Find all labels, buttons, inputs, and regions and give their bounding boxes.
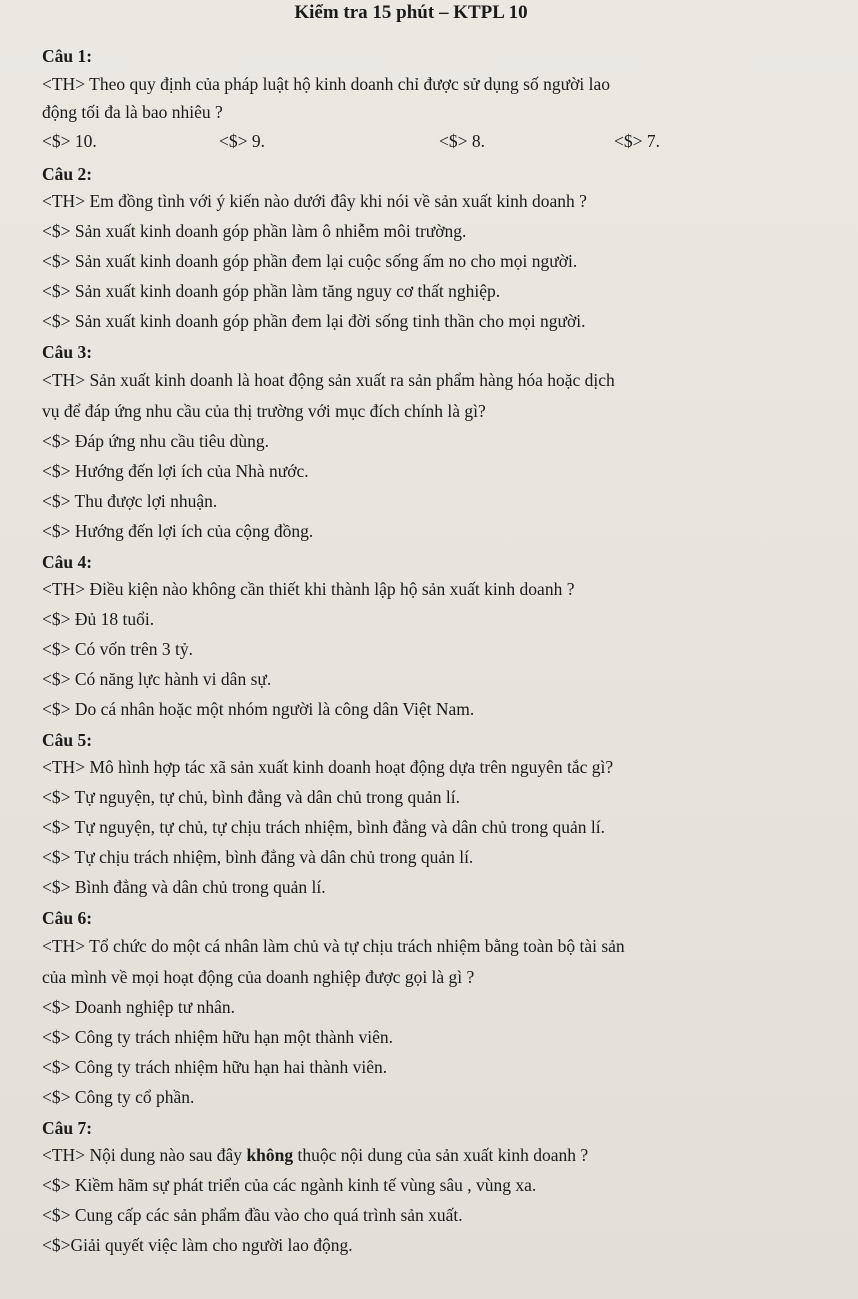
option: <$> Do cá nhân hoặc một nhóm người là công dân Việt Nam. (42, 699, 475, 719)
option: <$> Tự nguyện, tự chủ, tự chịu trách nhiệm, bình đẳng và dân chủ trong quản lí. (42, 817, 606, 837)
option: <$> 8. (439, 131, 485, 151)
option: <$> Tự nguyện, tự chủ, bình đẳng và dân chủ trong quản lí. (42, 787, 460, 807)
question-stem: <TH> Em đồng tình với ý kiến nào dưới đây khi nói về sản xuất kinh doanh ? (42, 191, 587, 211)
option: <$> Cung cấp các sản phẩm đầu vào cho quá trình sản xuất. (42, 1205, 463, 1225)
question-label: Câu 5: (42, 730, 93, 750)
question-label: Câu 4: (42, 552, 93, 572)
option: <$> Sản xuất kinh doanh góp phần đem lại cuộc sống ấm no cho mọi người. (42, 251, 578, 271)
question-stem: <TH> Tổ chức do một cá nhân làm chủ và tự chịu trách nhiệm bằng toàn bộ tài sản (42, 936, 625, 956)
question-stem: vụ để đáp ứng nhu cầu của thị trường với mục đích chính là gì? (42, 401, 486, 421)
option: <$> 10. (42, 131, 97, 151)
option: <$> Kiềm hãm sự phát triển của các ngành kinh tế vùng sâu , vùng xa. (42, 1175, 537, 1195)
option: <$> Công ty trách nhiệm hữu hạn hai thành viên. (42, 1057, 388, 1077)
option: <$> Sản xuất kinh doanh góp phần đem lại đời sống tinh thần cho mọi người. (42, 311, 586, 331)
question-stem: của mình về mọi hoạt động của doanh nghiệp được gọi là gì ? (42, 967, 475, 987)
option: <$> Thu được lợi nhuận. (42, 491, 218, 511)
option: <$> Hướng đến lợi ích của cộng đồng. (42, 521, 314, 541)
option: <$> Đáp ứng nhu cầu tiêu dùng. (42, 431, 270, 451)
option: <$> Công ty cổ phần. (42, 1087, 195, 1107)
question-stem: <TH> Mô hình hợp tác xã sản xuất kinh doanh hoạt động dựa trên nguyên tắc gì? (42, 757, 614, 777)
option: <$> Bình đẳng và dân chủ trong quản lí. (42, 877, 326, 897)
option: <$> 9. (219, 131, 265, 151)
question-label: Câu 6: (42, 908, 93, 928)
question-label: Câu 3: (42, 342, 93, 362)
option: <$> Sản xuất kinh doanh góp phần làm tăng nguy cơ thất nghiệp. (42, 281, 501, 301)
question-6 (42, 906, 814, 1112)
stem-emphasis: không (246, 1145, 294, 1165)
option: <$>Giải quyết việc làm cho người lao động. (42, 1235, 353, 1255)
option: <$> Có năng lực hành vi dân sự. (42, 669, 272, 689)
stem-text: <TH> Nội dung nào sau đây (42, 1145, 247, 1165)
page-title: Kiểm tra 15 phút – KTPL 10 (294, 2, 528, 23)
question-label: Câu 2: (42, 164, 93, 184)
question-label: Câu 7: (42, 1118, 93, 1138)
question-2 (42, 162, 814, 336)
option: <$> Đủ 18 tuổi. (42, 609, 155, 629)
question-stem: <TH> Sản xuất kinh doanh là hoat động sản xuất ra sản phẩm hàng hóa hoặc dịch (42, 370, 615, 390)
option: <$> Công ty trách nhiệm hữu hạn một thành viên. (42, 1027, 393, 1047)
question-7 (42, 1116, 814, 1260)
question-stem: <TH> Theo quy định của pháp luật hộ kinh doanh chỉ được sử dụng số người lao (42, 74, 610, 94)
question-4 (42, 550, 814, 724)
option: <$> Có vốn trên 3 tỷ. (42, 639, 193, 659)
question-stem: <TH> Điều kiện nào không cần thiết khi thành lập hộ sản xuất kinh doanh ? (42, 579, 575, 599)
question-3 (42, 340, 814, 546)
option: <$> Tự chịu trách nhiệm, bình đẳng và dân chủ trong quản lí. (42, 847, 474, 867)
question-1 (42, 44, 814, 158)
option: <$> Hướng đến lợi ích của Nhà nước. (42, 461, 309, 481)
options-row (42, 124, 814, 158)
option: <$> Doanh nghiệp tư nhân. (42, 997, 236, 1017)
question-stem: động tối đa là bao nhiêu ? (42, 102, 223, 122)
question-stem (42, 1140, 814, 1170)
option: <$> Sản xuất kinh doanh góp phần làm ô nhiễm môi trường. (42, 221, 467, 241)
stem-text: thuộc nội dung của sản xuất kinh doanh ? (293, 1145, 589, 1165)
question-5 (42, 728, 814, 902)
question-label: Câu 1: (42, 46, 93, 66)
option: <$> 7. (614, 131, 660, 151)
